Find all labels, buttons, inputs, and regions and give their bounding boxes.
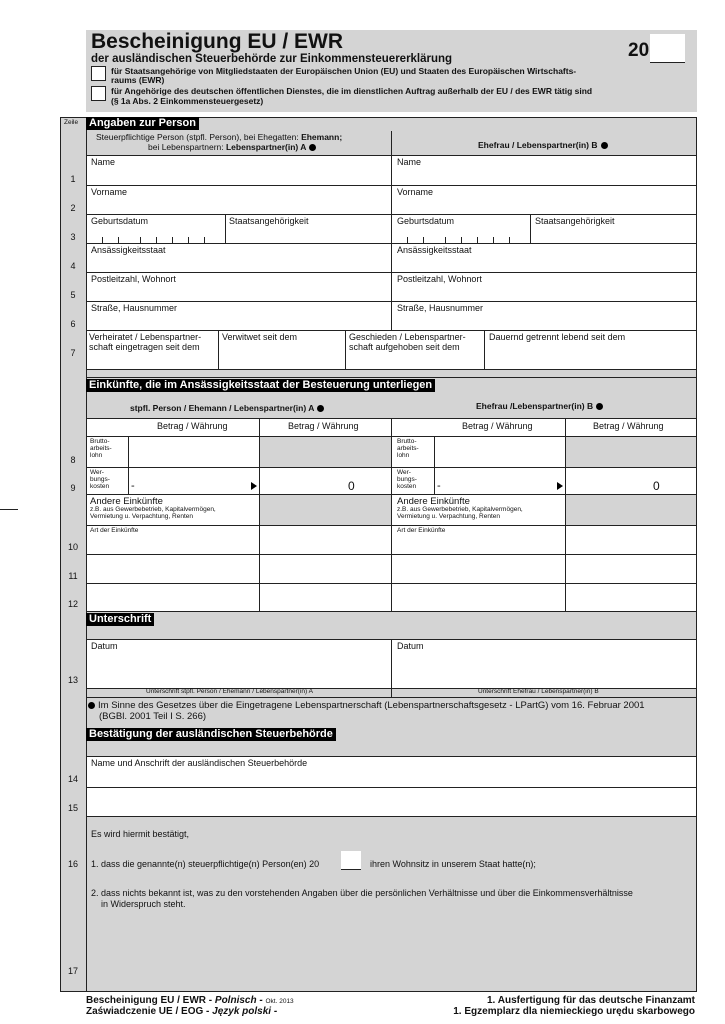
brutto-label-b: Brutto- arbeits- lohn	[397, 438, 419, 459]
verwitwet-label: Verwitwet seit dem	[222, 332, 298, 342]
line-number: 14	[67, 774, 78, 784]
line-number: 9	[70, 483, 76, 493]
arrow-right-icon	[251, 482, 257, 490]
bruttoarbeitslohn-input-b[interactable]	[435, 437, 565, 467]
line-number: 2	[70, 203, 76, 213]
line-number: 7	[70, 348, 76, 358]
plz-label-a: Postleitzahl, Wohnort	[91, 274, 176, 284]
name-label-b: Name	[397, 157, 422, 167]
arrow-right-icon	[557, 482, 563, 490]
line-number: 6	[70, 319, 76, 329]
signature-field-b[interactable]	[392, 640, 696, 688]
footer-right-pl: 1. Egzemplarz dla niemieckiego urędu skarbowego	[453, 1006, 695, 1017]
betrag-header-b2: Betrag / Währung	[593, 421, 664, 431]
betrag-10-a[interactable]	[260, 526, 391, 554]
vorname-field-a[interactable]	[87, 186, 391, 214]
signature-caption-b: Unterschrift Ehefrau / Lebenspartner(in) B	[478, 688, 599, 695]
name-label-a: Name	[91, 157, 116, 167]
footnote-lpartg-cont: (BGBl. 2001 Teil I S. 266)	[99, 711, 207, 722]
line-number: 11	[68, 571, 78, 581]
einkuenfte-left-header: stpfl. Person / Ehemann / Lebenspartner(in) A	[130, 404, 324, 413]
form-title: Bescheinigung EU / EWR	[91, 30, 344, 53]
geburtsdatum-label-b: Geburtsdatum	[397, 216, 455, 226]
werbungskosten-result-a: 0	[348, 479, 355, 493]
option-eu-ewr-label: für Staatsangehörige von Mitgliedstaaten der Europäischen Union (EU) und Staaten des Europäischen Wirtschafts-	[111, 66, 577, 76]
right-person-header: Ehefrau / Lebenspartner(in) B	[478, 141, 608, 150]
staatsangehoerigkeit-label-a: Staatsangehörigkeit	[229, 216, 309, 226]
ansaessigkeitsstaat-label-b: Ansässigkeitsstaat	[397, 245, 472, 255]
section-title-unterschrift: Unterschrift	[86, 613, 154, 626]
andere-einkuenfte-label-a: Andere Einkünfte	[90, 496, 163, 507]
art-einkuenfte-label-a: Art der Einkünfte	[90, 527, 139, 534]
option-public-service-checkbox[interactable]	[91, 86, 106, 101]
line-number: 15	[67, 803, 78, 813]
plz-label-b: Postleitzahl, Wohnort	[397, 274, 482, 284]
steuerbehoerde-label: Name und Anschrift der ausländischen Steuerbehörde	[91, 758, 308, 768]
betrag-header-b1: Betrag / Währung	[462, 421, 533, 431]
line-number: 17	[67, 966, 78, 976]
signature-caption-a: Unterschrift stpfl. Person / Ehemann / Lebenspartner(in) A	[146, 688, 313, 695]
signature-field-a[interactable]	[87, 640, 391, 688]
andere-einkuenfte-sub-b: z.B. aus Gewerbebetrieb, Kapitalvermögen, Vermietung u. Verpachtung, Renten	[397, 506, 523, 520]
werbungskosten-label-a: Wer- bungs- kosten	[90, 469, 110, 490]
bestaetigung-year-input[interactable]	[341, 851, 361, 869]
zeile-label: Zeile	[64, 119, 79, 126]
staatsangehoerigkeit-label-b: Staatsangehörigkeit	[535, 216, 615, 226]
werbungskosten-minus-a: -	[131, 480, 135, 492]
art-einkuenfte-label-b: Art der Einkünfte	[397, 527, 446, 534]
datum-label-a: Datum	[91, 641, 118, 651]
betrag-11-b[interactable]	[566, 555, 696, 583]
line-number: 12	[67, 599, 78, 609]
verheiratet-label-cont: schaft eingetragen seit dem	[89, 342, 200, 352]
section-title-bestaetigung: Bestätigung der ausländischen Steuerbehörde	[86, 728, 336, 741]
bestaetigung-item2-cont: in Widerspruch steht.	[101, 899, 186, 909]
werbungskosten-result-b: 0	[653, 479, 660, 493]
betrag-12-b[interactable]	[566, 584, 696, 611]
einkuenfte-right-header: Ehefrau /Lebenspartner(in) B	[476, 402, 603, 411]
betrag-header-a2: Betrag / Währung	[288, 421, 359, 431]
art-einkuenfte-12-a[interactable]	[87, 584, 259, 611]
getrennt-label: Dauernd getrennt lebend seit dem	[489, 332, 626, 342]
art-einkuenfte-11-a[interactable]	[87, 555, 259, 583]
geschieden-label-cont: schaft aufgehoben seit dem	[349, 342, 460, 352]
section-title-person: Angaben zur Person	[86, 117, 199, 130]
strasse-label-a: Straße, Hausnummer	[91, 303, 178, 313]
datum-label-b: Datum	[397, 641, 424, 651]
vorname-field-b[interactable]	[392, 186, 696, 214]
andere-einkuenfte-sub-a: z.B. aus Gewerbebetrieb, Kapitalvermögen, Vermietung u. Verpachtung, Renten	[90, 506, 216, 520]
footer-right-de: 1. Ausfertigung für das deutsche Finanzamt	[487, 995, 695, 1006]
line-number: 3	[70, 232, 76, 242]
name-field-a[interactable]	[87, 156, 391, 185]
left-person-header: Steuerpflichtige Person (stpfl. Person), bei Ehegatten: Ehemann;	[96, 132, 343, 142]
line-number: 8	[70, 455, 76, 465]
verheiratet-label: Verheiratet / Lebenspartner-	[89, 332, 202, 342]
strasse-label-b: Straße, Hausnummer	[397, 303, 484, 313]
betrag-header-a1: Betrag / Währung	[157, 421, 228, 431]
vorname-label-a: Vorname	[91, 187, 128, 197]
left-person-header-cont: bei Lebenspartnern: Lebenspartner(in) A	[148, 143, 316, 152]
bestaetigung-item1-cont: ihren Wohnsitz in unserem Staat hatte(n);	[370, 859, 536, 869]
footer-left-de: Bescheinigung EU / EWR - Polnisch - Okt. 2013	[86, 995, 294, 1006]
bestaetigung-item1: 1. dass die genannte(n) steuerpflichtige(n) Person(en) 20	[91, 859, 320, 869]
betrag-11-a[interactable]	[260, 555, 391, 583]
art-einkuenfte-11-b[interactable]	[392, 555, 565, 583]
section-title-einkuenfte: Einkünfte, die im Ansässigkeitsstaat der Besteuerung unterliegen	[86, 379, 435, 392]
geburtsdatum-label-a: Geburtsdatum	[91, 216, 149, 226]
geschieden-label: Geschieden / Lebenspartner-	[349, 332, 466, 342]
bestaetigung-item2: 2. dass nichts bekannt ist, was zu den vorstehenden Angaben über die persönlichen Verhältnisse und über die Einkommensverhältnisse	[91, 888, 633, 898]
brutto-label-a: Brutto- arbeits- lohn	[90, 438, 112, 459]
vorname-label-b: Vorname	[397, 187, 434, 197]
line-number: 10	[67, 542, 78, 552]
footnote-lpartg: Im Sinne des Gesetzes über die Eingetragene Lebenspartnerschaft (Lebenspartnerschaftsgesetz - LPartG) vom 16. Februar 2001	[88, 701, 645, 711]
line-number: 5	[70, 290, 76, 300]
betrag-12-a[interactable]	[260, 584, 391, 611]
bestaetigung-intro: Es wird hiermit bestätigt,	[91, 829, 190, 839]
betrag-10-b[interactable]	[566, 526, 696, 554]
footer-left-pl: Zaświadczenie UE / EOG - Język polski -	[86, 1006, 278, 1017]
ansaessigkeitsstaat-label-a: Ansässigkeitsstaat	[91, 245, 166, 255]
option-public-service-label: für Angehörige des deutschen öffentlichen Dienstes, die im dienstlichen Auftrag außerhalb der EU / des EWR tätig sind	[111, 86, 593, 96]
line-number: 4	[70, 261, 76, 271]
art-einkuenfte-12-b[interactable]	[392, 584, 565, 611]
line-number: 13	[67, 675, 78, 685]
option-public-service-label-cont: (§ 1a Abs. 2 Einkommensteuergesetz)	[111, 96, 264, 106]
option-eu-ewr-label-cont: raums (EWR)	[111, 75, 165, 85]
year-input[interactable]	[650, 34, 685, 62]
line-number: 16	[67, 859, 78, 869]
bruttoarbeitslohn-input-a[interactable]	[129, 437, 259, 467]
werbungskosten-label-b: Wer- bungs- kosten	[397, 469, 417, 490]
line-number: 1	[70, 174, 76, 184]
name-field-b[interactable]	[392, 156, 696, 185]
year-prefix: 20	[628, 40, 650, 61]
werbungskosten-minus-b: -	[437, 480, 441, 492]
form-subtitle: der ausländischen Steuerbehörde zur Einkommensteuererklärung	[91, 53, 453, 65]
option-eu-ewr-checkbox[interactable]	[91, 66, 106, 81]
andere-einkuenfte-label-b: Andere Einkünfte	[397, 496, 470, 507]
